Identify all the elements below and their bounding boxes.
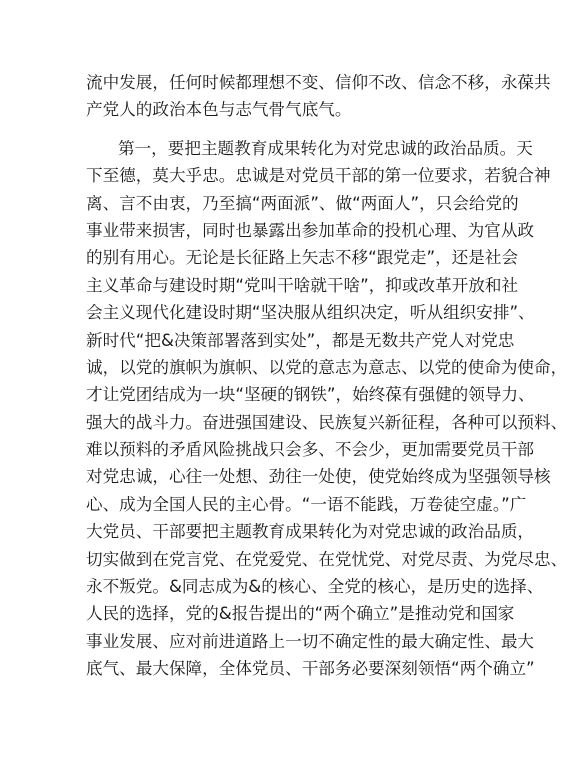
paragraph-1-line-1: 流中发展，任何时候都理想不变、信仰不改、信念不移，永葆共: [86, 73, 551, 92]
paragraph-2-line-11: 强大的战斗力。奋进强国建设、民族复兴新征程，各种可以预料、: [86, 412, 568, 432]
paragraph-2-line-19: 事业发展、应对前进道路上一切不确定性的最大确定性、最大: [86, 631, 535, 651]
paragraph-2-line-9: 诚，以党的旗帜为旗帜、以党的意志为意志、以党的使命为使命，: [86, 357, 568, 377]
paragraph-2-line-5: 的别有用心。无论是长征路上矢志不移“跟党走”，还是社会: [86, 248, 519, 268]
paragraph-2-line-13: 对党忠诚，心往一处想、劲往一处使，使党始终成为坚强领导核: [86, 467, 551, 487]
paragraph-2-line-3: 离、言不由衷，乃至搞“两面派”、做“两面人”，只会给党的: [86, 193, 519, 213]
paragraph-2-line-4: 事业带来损害，同时也暴露出参加革命的投机心理、为官从政: [86, 220, 535, 240]
paragraph-2-line-1: 第一，要把主题教育成果转化为对党忠诚的政治品质。天: [118, 138, 533, 158]
paragraph-2-line-17: 永不叛党。&同志成为&的核心、全党的核心，是历史的选择、: [86, 577, 544, 597]
paragraph-1: [86, 69, 551, 124]
paragraph-2-line-20: 底气、最大保障，全体党员、干部务必要深刻领悟“两个确立”: [86, 659, 535, 679]
paragraph-spacer: [86, 124, 512, 135]
paragraph-2-line-14: 心、成为全国人民的主心骨。“一语不能践，万卷徒空虚。”广: [86, 494, 527, 514]
paragraph-2-line-10: 才让党团结成为一块“坚硬的钢铁”，始终葆有强健的领导力、: [86, 385, 535, 405]
paragraph-1-line-2: 产党人的政治本色与志气骨气底气。: [86, 100, 352, 120]
paragraph-2-line-7: 会主义现代化建设时期“坚决服从组织决定，听从组织安排”、: [86, 303, 535, 323]
paragraph-2-line-2: 下至德，莫大乎忠。忠诚是对党员干部的第一位要求，若貌合神: [86, 166, 551, 186]
paragraph-2-line-15: 大党员、干部要把主题教育成果转化为对党忠诚的政治品质，: [86, 522, 535, 542]
paragraph-2: [86, 135, 568, 683]
paragraph-2-line-6: 主义革命与建设时期“党叫干啥就干啥”，抑或改革开放和社: [86, 275, 519, 295]
body-text: [86, 69, 568, 683]
paragraph-2-line-18: 人民的选择，党的&报告提出的“两个确立”是推动党和国家: [86, 604, 515, 624]
paragraph-2-line-12: 难以预料的矛盾风险挑战只会多、不会少，更加需要党员干部: [86, 440, 535, 460]
paragraph-2-line-16: 切实做到在党言党、在党爱党、在党忧党、对党尽责、为党尽忠、: [86, 549, 568, 569]
paragraph-2-line-8: 新时代“把&决策部署落到实处”，都是无数共产党人对党忠: [86, 330, 515, 350]
